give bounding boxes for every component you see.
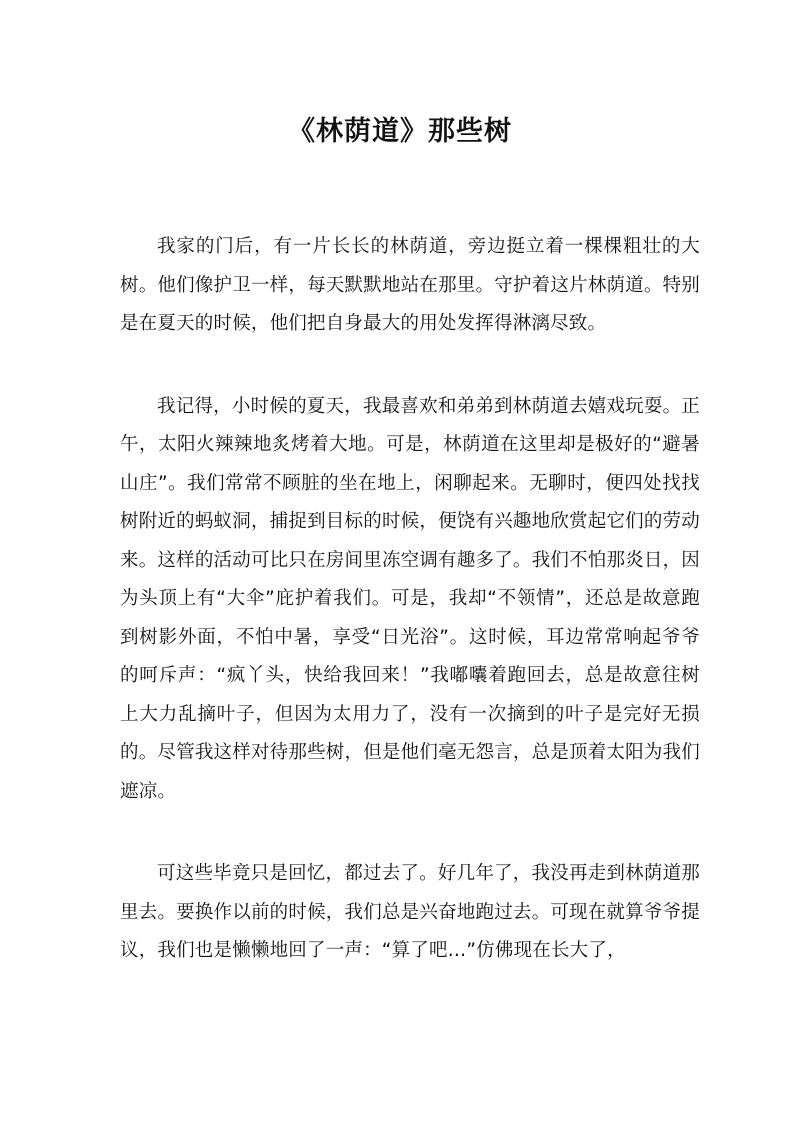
paragraph-2: 我记得，小时候的夏天，我最喜欢和弟弟到林荫道去嬉戏玩耍。正午，太阳火辣辣地炙烤着大地。可是，林荫道在这里却是极好的“避暑山庄”。我们常常不顾脏的坐在地上，闲聊起来。无聊时，便四处找找树附近的蚂蚁洞，捕捉到目标的时候，便饶有兴趣地欣赏起它们的劳动来。这样的活动可比只在房间里冻空调有趣多了。我们不怕那炎日，因为头顶上有“大伞”庇护着我们。可是，我却“不领情”，还总是故意跑到树影外面，不怕中暑，享受“日光浴”。这时候，耳边常常响起爷爷的呵斥声：“疯丫头，快给我回来！”我嘟囔着跑回去，总是故意往树上大力乱摘叶子，但因为太用力了，没有一次摘到的叶子是完好无损的。尽管我这样对待那些树，但是他们毫无怨言，总是顶着太阳为我们遮凉。 — [120, 395, 700, 802]
document-body — [120, 228, 700, 1015]
document-title: 《林荫道》那些树 — [288, 116, 512, 147]
paragraph-1: 我家的门后，有一片长长的林荫道，旁边挺立着一棵棵粗壮的大树。他们像护卫一样，每天默默地站在那里。守护着这片林荫道。特别是在夏天的时候，他们把自身最大的用处发挥得淋漓尽致。 — [120, 236, 700, 334]
paragraph-3: 可这些毕竟只是回忆，都过去了。好几年了，我没再走到林荫道那里去。要换作以前的时候，我们总是兴奋地跑过去。可现在就算爷爷提议，我们也是懒懒地回了一声：“算了吧…”仿佛现在长大了， — [120, 863, 700, 961]
